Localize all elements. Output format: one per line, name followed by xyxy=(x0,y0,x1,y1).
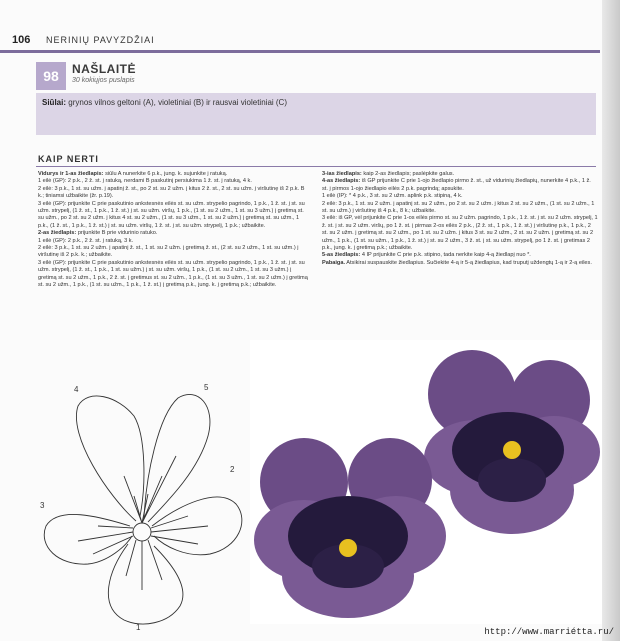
crochet-chart-diagram xyxy=(38,376,260,632)
pattern-subtitle: 30 kokiųjos puslapis xyxy=(72,77,135,84)
instruction-paragraph: 4-as žiedlapis: iš GP prijunkite C prie 1-ojo žiedlapio pirmo ž. st., už vidurinių žiedlapių, nunerkite 4 p.k., 1 ž. st. į pirmos 1-ojo žiedlapio eilės 2 p.k. pagrindą; apsukite. xyxy=(322,178,591,192)
diagram-label-1: 1 xyxy=(136,623,141,632)
instruction-paragraph: 2-as žiedlapis: prijunkite B prie vidurinio ratuko. xyxy=(38,230,158,237)
instruction-paragraph: 3 eilė (GP): prijunkite C prie paskutinio ankstesnės eilės st. su užm. strypelio pagrindo, 1 p.k., 1 ž. st. į st. su užm. strypelį, (1 ž. st., 1 p.k., 1 ž. st.) į st. su užm. viršų, 1 p.k., (1 st. su 2 užm., 1 st. su 3 užm.) į gretimą st. su užm., po 2 st. su 2 užm. į kitus 4 st. su 2 užm., (1 st. su 3 užm., 1 st. su 2 užm.) į gretimą st. su užm., 1 p.k., (1 ž. st., 1 p.k., 1 ž. st.) į st. su užm. viršų, 1 ž. st. į st. su užm. strypelį, 1 p.k.; užbaikite. xyxy=(38,200,305,229)
instructions-column-1 xyxy=(38,171,310,290)
running-title: NERINIŲ PAVYZDŽIAI xyxy=(46,35,155,45)
watermark: http://www.marriétta.ru/ xyxy=(484,627,614,637)
instruction-paragraph: 2 eilė: 3 p.k., 1 st. su užm. į apatinį ž. st., po 2 st. su 2 užm. į kitus 2 ž. st., 2 st. su užm. į viršutinę iš 2 p.k. B k.; tiniamsi užbaikite (žr. p.19). xyxy=(38,185,305,200)
book-spine xyxy=(602,0,620,641)
instruction-paragraph: 5-as žiedlapis: 4 IP prijunkite C prie p.k. stipino, tada nerkite kaip 4-ą žiedlapį nuo *. xyxy=(322,252,531,259)
diagram-label-4: 4 xyxy=(74,385,79,394)
pansy-flower-right xyxy=(424,350,600,534)
instruction-paragraph: 3 eilė (GP): prijunkite C prie paskutinio ankstesnės eilės st. su užm. strypelio pagrindo, 1 p.k., 1 ž. st. į st. su užm. strypelį, (1 ž. st., 1 p.k., 1 st. su užm.) į st. su užm. viršų, 1 p.k., (1 st. su 2 užm., 1 st. su 3 užm.) į gretimą st. su 2 užm., 1 p.k., 2 ž. st. į gretimus st. su 2 užm., 1 p.k., (1 st. su 3 užm., 1 st. su 2 užm.) į gretimą st. su 2 užm., 1 p.k., (1 st. su užm., 1 p.k., 1 ž. st.) į gretimą p.k., jung. k. į gretimą p.k.; užbaikite. xyxy=(38,259,308,289)
pattern-number-badge: 98 xyxy=(36,62,66,90)
section-rule xyxy=(36,166,596,167)
instruction-paragraph: 2 eilė: 3 p.k., 1 st. su 2 užm. į apatinį ž. st., 1 st. su 2 užm. į gretimą ž. st., (2 st. su 2 užm., 1 st. su užm.) į viršutinę iš 2 p.k. k.; užbaikite. xyxy=(38,245,299,259)
instructions-column-2 xyxy=(322,171,598,267)
instruction-paragraph: 1 eilė (IP): * 4 p.k., 3 st. su 2 užm. aplink p.k. stipiną, 4 k. xyxy=(322,193,463,200)
header-rule xyxy=(0,50,600,53)
instruction-paragraph: 3 eilė: iš GP, vėl prijunkite C prie 1-os eilės pirmo st. su 2 užm. pagrindo, 1 p.k., 1 ž. st. į st. su 2 užm. strypelį, 1 ž. st. į st. su 2 užm. viršų, po 1 ž. st. į pirmas 2-os eilės 2 p.k., (2 ž. st., 1 p.k., 1 ž. st.) į viršutinę p.k., 1 p.k., 2 st. su 2 užm. į gretimą st. su 2 užm., po 1 st. su 2 užm. į kitus 3 st. su 2 užm., 2 st. su 2 užm. į gretimą st. su 2 užm., 1 p.k., (1 st. su užm., 1 p.k., 1 ž. st.) į st. su 2 užm., 3 ž. st. į st. su užm. strypelį, po 1 ž. st. į gretimas 2 p.k., jung. k. į gretimą p.k.; užbaikite. xyxy=(322,215,598,252)
pansy-photo xyxy=(250,340,602,624)
instruction-paragraph: Pabaiga. Atsikirai suspauskite žiedlapius. Sučiekite 4-ą ir 5-ą žiedlapius, kad truputį uždengtų 1-ą ir 2-ą eiles. xyxy=(322,259,592,266)
instruction-paragraph: 1 eilė (GP): 2 p.k., 2 ž. st. į ratuką, 3 k. xyxy=(38,237,134,244)
section-title: KAIP NERTI xyxy=(38,154,99,164)
diagram-label-2: 2 xyxy=(230,465,235,474)
instruction-paragraph: 2 eilė: 3 p.k., 1 st. su 2 užm. į apatinį st. su 2 užm., po 2 st. su 2 užm. į kitus 2 st. su 2 užm., (1 st. su 2 užm., 1 st. su užm.) į viršutinę iš 4 p.k., 8 k.; užbaikite. xyxy=(322,200,595,215)
instruction-paragraph: 1 eilė (GP): 2 p.k., 2 ž. st. į ratuką, nerdami B paskutinį persiukima 1 ž. st. į ratuką, 4 k. xyxy=(38,178,252,185)
pattern-title: NAŠLAITĖ xyxy=(72,62,136,76)
instruction-paragraph: Vidurys ir 1-as žiedlapis: siūlu A nunerkite 6 p.k., jung. k. sujunkite į ratuką. xyxy=(38,171,228,177)
pansy-flower-left xyxy=(254,438,446,618)
instruction-paragraph: 3-ias žiedlapis: kaip 2-as žiedlapis; paslėpkite galus. xyxy=(322,171,455,177)
yarn-line xyxy=(42,98,287,107)
page-number: 106 xyxy=(12,34,31,46)
diagram-label-5: 5 xyxy=(204,383,209,392)
yarn-label: Siūlai: xyxy=(42,98,67,107)
yarn-text: grynos vilnos geltoni (A), violetiniai (B) ir rausvai violetiniai (C) xyxy=(68,98,287,107)
diagram-label-3: 3 xyxy=(40,501,45,510)
